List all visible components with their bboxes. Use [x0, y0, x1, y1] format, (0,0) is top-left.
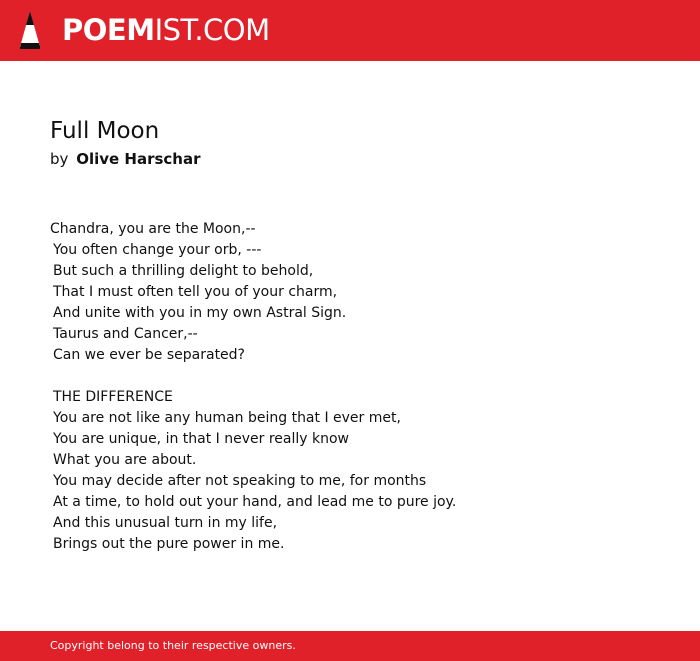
poem-line: Chandra, you are the Moon,-- — [50, 221, 256, 237]
poem-line: You are unique, in that I never really know — [53, 431, 349, 447]
author-link[interactable]: Olive Harschar — [76, 150, 201, 168]
pencil-icon[interactable] — [18, 9, 42, 51]
poem-body — [50, 219, 670, 555]
poem-line: That I must often tell you of your charm, — [53, 284, 338, 300]
poem-line: Brings out the pure power in me. — [53, 536, 285, 552]
poem-line: You may decide after not speaking to me, for months — [53, 473, 427, 489]
poem-line: What you are about. — [53, 452, 197, 468]
poem-line: You are not like any human being that I ever met, — [53, 410, 401, 426]
logo-text-light: IST.COM — [154, 13, 270, 47]
poem-title: Full Moon — [50, 118, 160, 144]
poem-line: At a time, to hold out your hand, and lead me to pure joy. — [53, 494, 457, 510]
site-footer — [0, 631, 700, 661]
poem-line: And unite with you in my own Astral Sign. — [53, 305, 347, 321]
logo-text-bold: POEM — [62, 13, 155, 47]
stanza-break — [50, 366, 670, 387]
copyright-text: Copyright belong to their respective owners. — [50, 639, 296, 652]
poem-line: Taurus and Cancer,-- — [53, 326, 198, 342]
site-header — [0, 0, 700, 61]
poem-line: THE DIFFERENCE — [53, 389, 173, 405]
site-logo-link[interactable] — [62, 13, 270, 47]
by-label: by — [50, 150, 69, 168]
poem-line: And this unusual turn in my life, — [53, 515, 278, 531]
poem-line: But such a thrilling delight to behold, — [53, 263, 314, 279]
poem-line: Can we ever be separated? — [53, 347, 245, 363]
poem-byline — [50, 149, 201, 169]
poem-line: You often change your orb, --- — [53, 242, 262, 258]
